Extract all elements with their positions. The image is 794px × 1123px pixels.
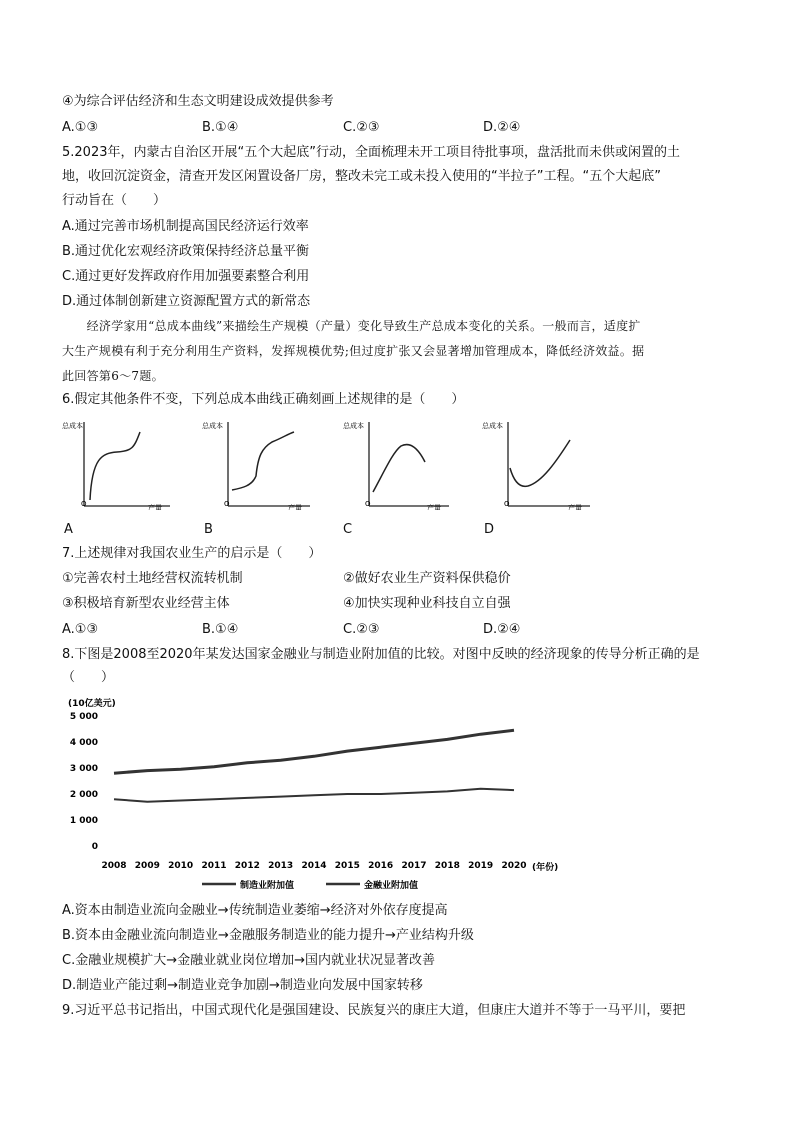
chart-xlabel: (年份) (532, 863, 559, 873)
cost-graph-c-svg (341, 418, 451, 510)
graph-a-letter: A (64, 522, 73, 537)
q4-option-d[interactable]: D.②④ (483, 120, 521, 135)
x-tick-label: 2011 (201, 861, 227, 871)
legend-finance: 金融业附加值 (364, 881, 419, 891)
cost-graph-d[interactable] (482, 418, 602, 538)
q5-option-b[interactable]: B.通过优化宏观经济政策保持经济总量平衡 (62, 244, 310, 259)
passage-line2: 大生产规模有利于充分利用生产资料，发挥规模优势;但过度扩张又会显著增加管理成本，降低经济效益。据 (62, 344, 645, 358)
x-tick-label: 2012 (234, 861, 260, 871)
graph-c-origin: O (365, 500, 371, 508)
q8-option-b[interactable]: B.资本由金融业流向制造业→金融服务制造业的能力提升→产业结构升级 (62, 928, 474, 943)
q4-option-a[interactable]: A.①③ (62, 120, 99, 135)
x-tick-label: 2015 (334, 861, 360, 871)
x-tick-label: 2017 (401, 861, 427, 871)
q7-stem: 7.上述规律对我国农业生产的启示是（ ） (62, 546, 322, 561)
q7-item-3: ③积极培育新型农业经营主体 (62, 596, 230, 611)
graph-b-origin: O (224, 500, 230, 508)
graph-d-xlabel: 产量 (568, 504, 582, 510)
q8-paren: （ ） (62, 670, 115, 685)
q4-item-4: ④为综合评估经济和生态文明建设成效提供参考 (62, 94, 334, 109)
cost-graph-d-svg (482, 418, 592, 510)
reading-passage (62, 314, 734, 389)
q9-stem-line1: 9.习近平总书记指出，中国式现代化是强国建设、民族复兴的康庄大道，但康庄大道并不等于一马平川，要把 (62, 1003, 686, 1018)
y-tick-label: 4 000 (69, 738, 98, 748)
q5-option-a[interactable]: A.通过完善市场机制提高国民经济运行效率 (62, 219, 309, 234)
graph-d-ylabel: 总成本 (482, 422, 503, 430)
y-tick-label: 2 000 (69, 790, 98, 800)
graph-c-ylabel: 总成本 (343, 422, 364, 430)
cost-graph-c[interactable] (341, 418, 461, 538)
q5-option-c[interactable]: C.通过更好发挥政府作用加强要素整合利用 (62, 269, 310, 284)
cost-graph-b[interactable] (202, 418, 322, 538)
x-tick-label: 2010 (168, 861, 194, 871)
q8-option-d[interactable]: D.制造业产能过剩→制造业竞争加剧→制造业向发展中国家转移 (62, 978, 423, 993)
cost-graph-b-svg (202, 418, 312, 510)
graph-d-origin: O (504, 500, 510, 508)
q7-option-a[interactable]: A.①③ (62, 622, 99, 637)
q7-item-1: ①完善农村土地经营权流转机制 (62, 571, 243, 586)
q8-option-c[interactable]: C.金融业规模扩大→金融业就业岗位增加→国内就业状况显著改善 (62, 953, 435, 968)
chart-ylabel: (10亿美元) (68, 699, 116, 709)
y-tick-label: 0 (91, 842, 98, 852)
graph-b-letter: B (204, 522, 213, 537)
x-tick-label: 2016 (368, 861, 394, 871)
chart-legend (202, 879, 418, 891)
series-line-manufacturing (114, 789, 514, 802)
legend-manufacturing: 制造业附加值 (240, 881, 295, 891)
graph-a-origin: O (81, 500, 87, 508)
q7-option-b[interactable]: B.①④ (202, 622, 239, 637)
graph-b-xlabel: 产量 (288, 504, 302, 510)
x-tick-label: 2013 (268, 861, 294, 871)
q7-item-2: ②做好农业生产资料保供稳价 (343, 571, 511, 586)
q4-option-b[interactable]: B.①④ (202, 120, 239, 135)
x-tick-label: 2008 (101, 861, 127, 871)
x-tick-label: 2014 (301, 861, 327, 871)
x-tick-label: 2018 (434, 861, 460, 871)
q8-stem: 8.下图是2008至2020年某发达国家金融业与制造业附加值的比较。对图中反映的经济现象的传导分析正确的是 (62, 647, 700, 662)
q7-option-d[interactable]: D.②④ (483, 622, 521, 637)
graph-a-ylabel: 总成本 (62, 422, 83, 430)
q8-option-a[interactable]: A.资本由制造业流向金融业→传统制造业萎缩→经济对外依存度提高 (62, 903, 448, 918)
graph-c-letter: C (343, 522, 353, 537)
graph-c-xlabel: 产量 (427, 504, 441, 510)
q7-option-c[interactable]: C.②③ (343, 622, 380, 637)
q5-stem-line1: 5.2023年，内蒙古自治区开展“五个大起底”行动，全面梳理未开工项目待批事项，盘活批而未供或闲置的土 (62, 145, 680, 160)
graph-d-letter: D (484, 522, 495, 537)
passage-line3: 此回答第6～7题。 (62, 369, 164, 383)
series-line-finance (114, 730, 514, 773)
q7-item-4: ④加快实现种业科技自立自强 (343, 596, 511, 611)
cost-graph-a[interactable] (62, 418, 182, 538)
x-tick-label: 2020 (501, 861, 527, 871)
x-tick-label: 2009 (134, 861, 160, 871)
q5-option-d[interactable]: D.通过体制创新建立资源配置方式的新常态 (62, 294, 311, 309)
passage-line1: 经济学家用“总成本曲线”来描绘生产规模（产量）变化导致生产总成本变化的关系。一般而言，适度扩 (62, 319, 641, 333)
value-added-chart-svg (64, 694, 572, 894)
x-tick-label: 2019 (468, 861, 494, 871)
y-tick-label: 5 000 (69, 712, 98, 722)
q6-stem: 6.假定其他条件不变，下列总成本曲线正确刻画上述规律的是（ ） (62, 392, 465, 407)
graph-b-ylabel: 总成本 (202, 422, 223, 430)
cost-graph-a-svg (62, 418, 172, 510)
y-tick-label: 3 000 (69, 764, 98, 774)
graph-a-xlabel: 产量 (148, 504, 162, 510)
q4-option-c[interactable]: C.②③ (343, 120, 380, 135)
value-added-chart (64, 694, 572, 894)
y-tick-label: 1 000 (69, 816, 98, 826)
q5-stem-line2: 地，收回沉淀资金，清查开发区闲置设备厂房，整改未完工或未投入使用的“半拉子”工程。“五个大起底” (62, 169, 661, 184)
q5-stem-line3: 行动旨在（ ） (62, 193, 167, 208)
